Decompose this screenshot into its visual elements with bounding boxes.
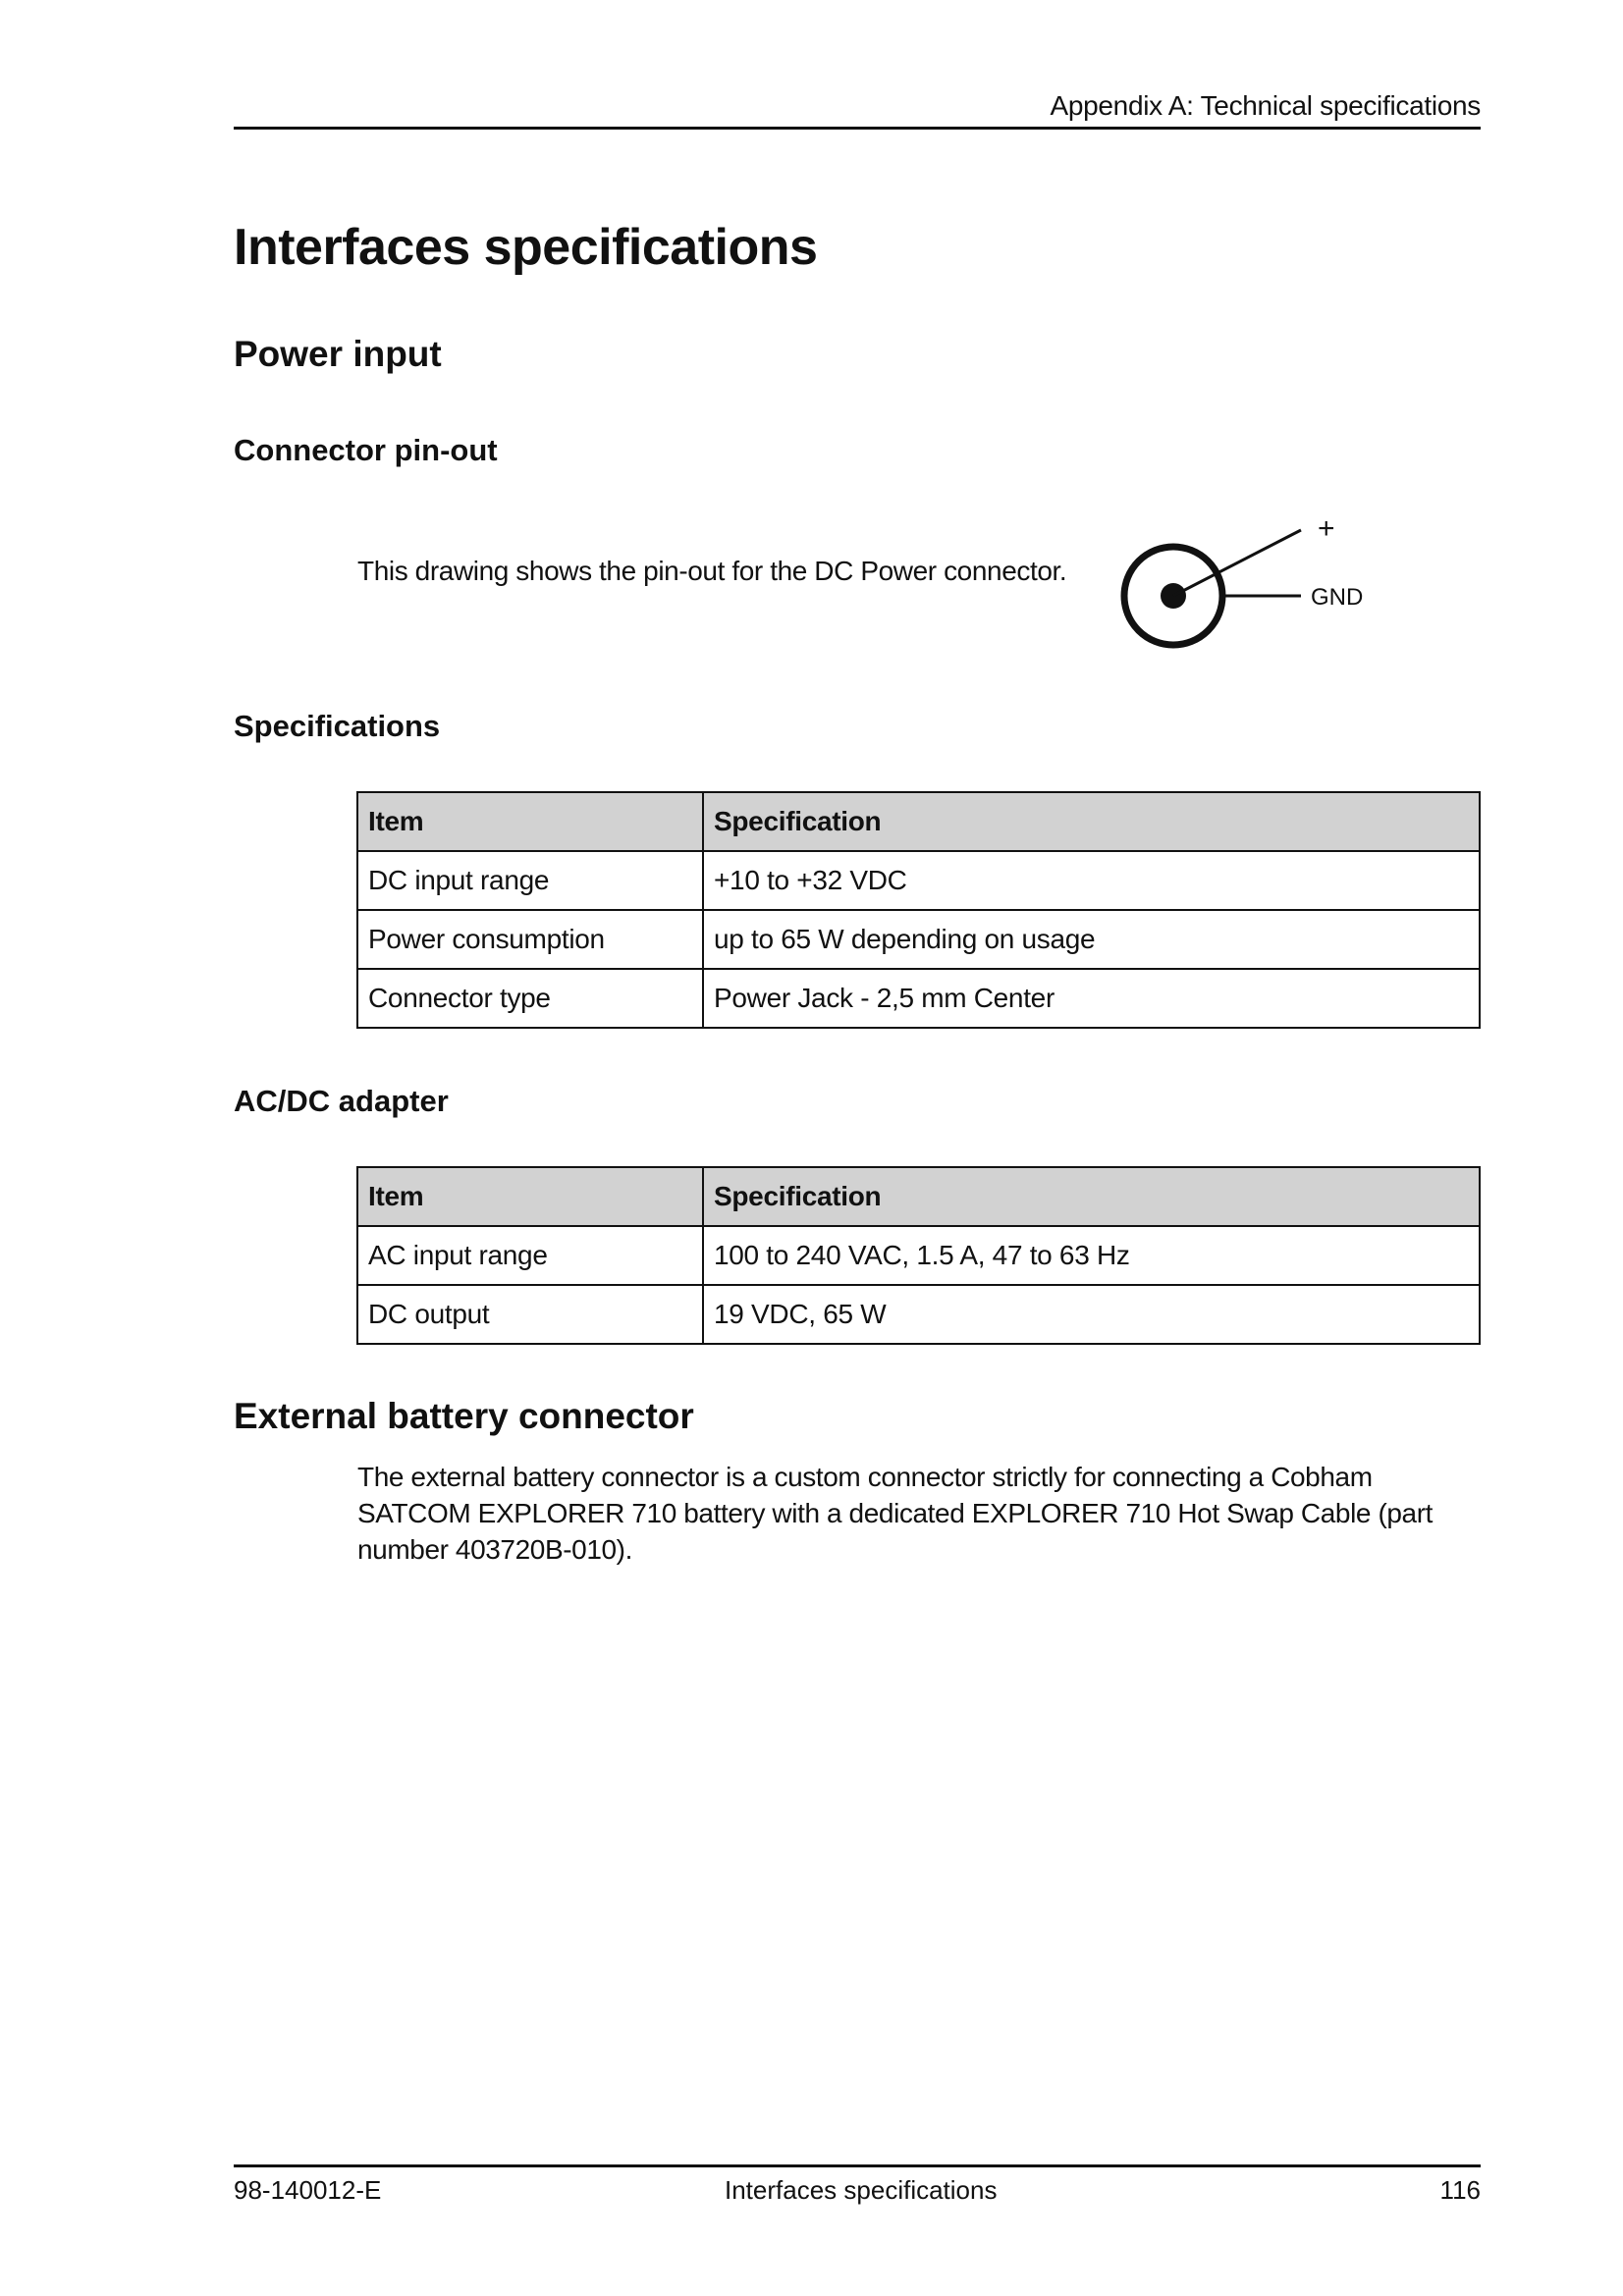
item-cell: DC input range <box>357 851 703 910</box>
specification-cell: Power Jack - 2,5 mm Center <box>703 969 1480 1028</box>
header-rule <box>234 127 1481 130</box>
column-header-specification: Specification <box>703 792 1480 851</box>
table-row <box>357 1226 1480 1285</box>
column-header-specification: Specification <box>703 1167 1480 1226</box>
pinout-description: This drawing shows the pin-out for the DC Power connector. <box>357 556 1067 586</box>
page-title: Interfaces specifications <box>234 219 818 276</box>
power-specs-table <box>356 791 1481 1029</box>
specification-cell: +10 to +32 VDC <box>703 851 1480 910</box>
specification-cell: up to 65 W depending on usage <box>703 910 1480 969</box>
footer-page-number: 116 <box>1439 2175 1481 2205</box>
specification-cell: 100 to 240 VAC, 1.5 A, 47 to 63 Hz <box>703 1226 1480 1285</box>
gnd-label: GND <box>1311 584 1364 611</box>
footer-rule <box>234 2164 1481 2167</box>
adapter-specs-table <box>356 1166 1481 1345</box>
table-row <box>357 910 1480 969</box>
pinout-heading: Connector pin-out <box>234 433 498 467</box>
table-row <box>357 969 1480 1028</box>
item-cell: DC output <box>357 1285 703 1344</box>
table-row <box>357 851 1480 910</box>
power-input-heading: Power input <box>234 334 442 374</box>
specifications-heading: Specifications <box>234 709 441 743</box>
plus-label: + <box>1318 512 1335 545</box>
item-cell: AC input range <box>357 1226 703 1285</box>
adapter-heading: AC/DC adapter <box>234 1084 449 1118</box>
table-header-row <box>357 792 1480 851</box>
column-header-item: Item <box>357 1167 703 1226</box>
column-header-item: Item <box>357 792 703 851</box>
footer-section: Interfaces specifications <box>725 2175 998 2205</box>
dc-connector-pinout-diagram <box>1109 506 1384 663</box>
footer-doc-number: 98-140012-E <box>234 2175 382 2205</box>
item-cell: Connector type <box>357 969 703 1028</box>
specification-cell: 19 VDC, 65 W <box>703 1285 1480 1344</box>
plus-lead-line <box>1173 530 1301 596</box>
item-cell: Power consumption <box>357 910 703 969</box>
battery-description: The external battery connector is a custom connector strictly for connecting a Cobham SATCOM EXPLORER 710 battery with a dedicated EXPLORER 710 Hot Swap Cable (part number 403720B-010). <box>357 1462 1434 1565</box>
battery-heading: External battery connector <box>234 1396 694 1436</box>
table-row <box>357 1285 1480 1344</box>
table-header-row <box>357 1167 1480 1226</box>
running-header: Appendix A: Technical specifications <box>1050 90 1481 121</box>
